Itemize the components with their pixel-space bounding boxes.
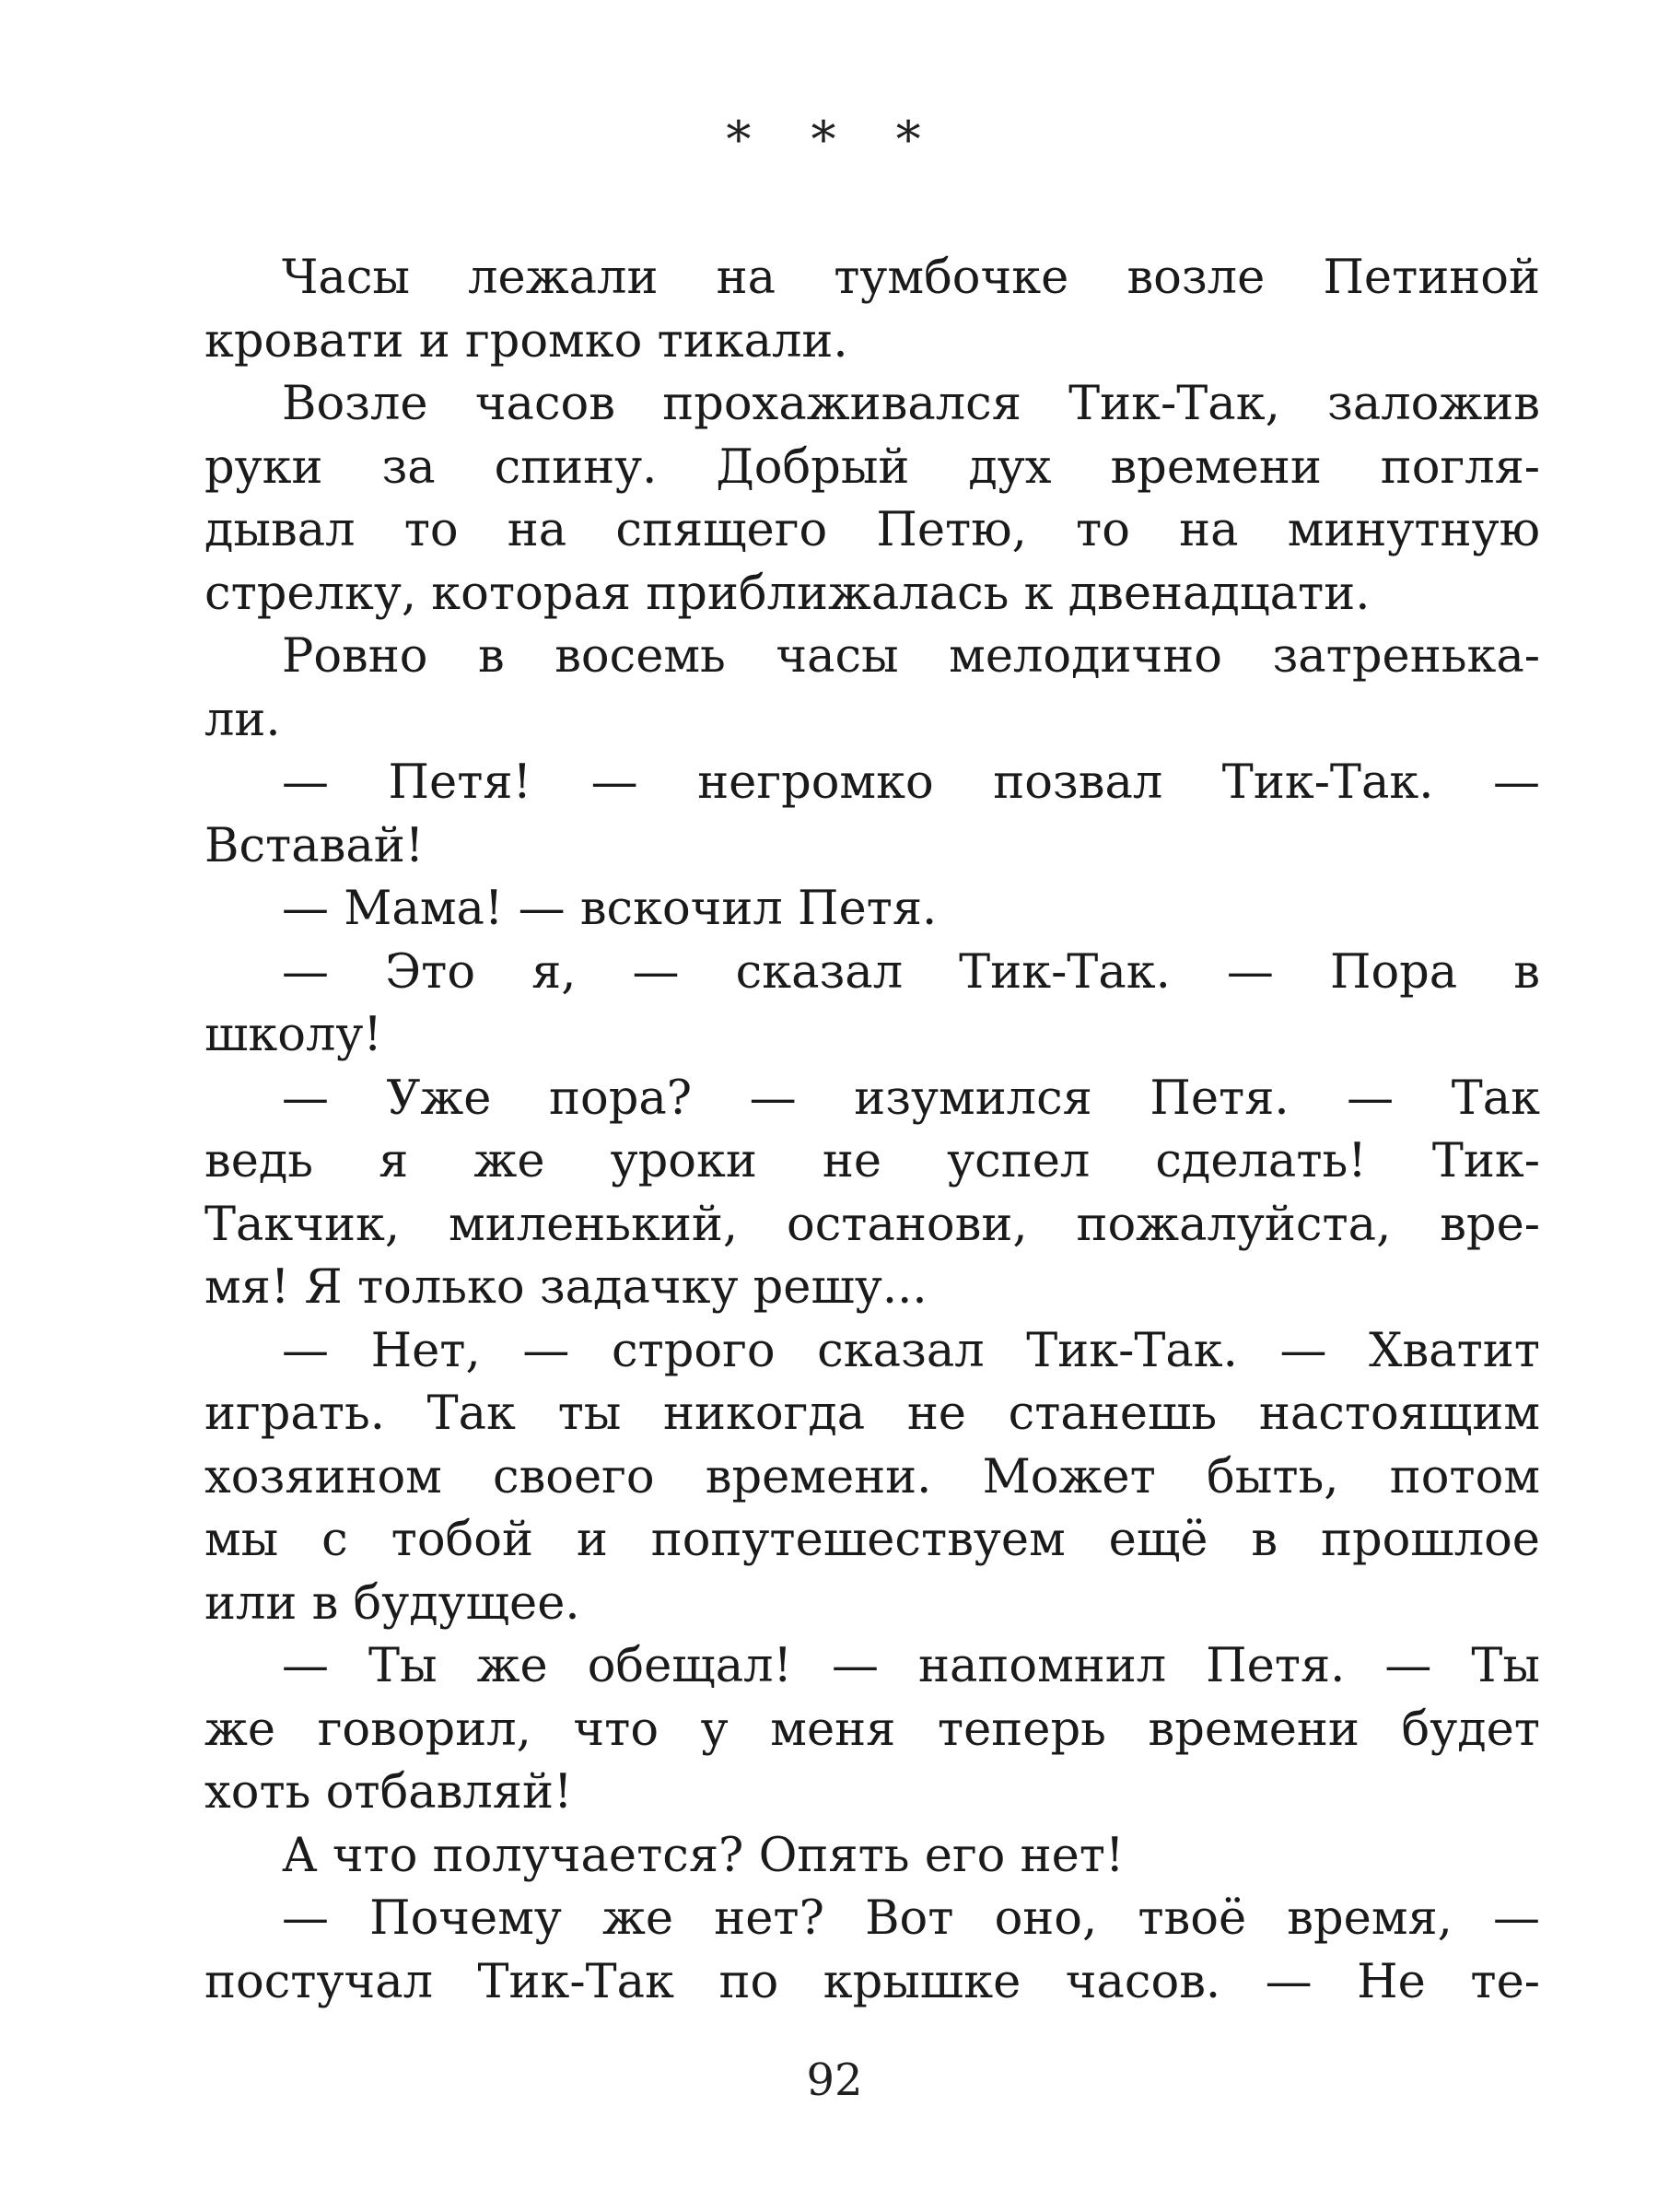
text-line: же говорил, что у меня теперь времени будет [204, 1702, 1540, 1757]
text-line: кровати и громко тикали. [204, 313, 848, 369]
text-line: ведь я же уроки не успел сделать! Тик- [204, 1134, 1540, 1188]
text-line: играть. Так ты никогда не станешь настоящим [204, 1387, 1540, 1441]
text-line: — Ты же обещал! — напомнил Петя. — Ты [282, 1639, 1540, 1693]
text-line: дывал то на спящего Петю, то на минутную [204, 503, 1540, 557]
text-line: — Почему же нет? Вот оно, твоё время, — [282, 1891, 1540, 1946]
text-line: Вставай! [204, 818, 425, 873]
text-line: хозяином своего времени. Может быть, потом [204, 1449, 1540, 1504]
text-line: А что получается? Опять его нет! [282, 1828, 1125, 1883]
text-line: или в будущее. [204, 1575, 580, 1631]
text-line: Часы лежали на тумбочке возле Петиной [282, 251, 1540, 305]
text-line: Ровно в восемь часы мелодично затренька- [282, 629, 1540, 684]
text-line: руки за спину. Добрый дух времени погля- [204, 439, 1540, 495]
text-line: — Это я, — сказал Тик-Так. — Пора в [282, 944, 1540, 1000]
text-line: мя! Я только задачку решу... [204, 1260, 928, 1315]
text-line: — Петя! — негромко позвал Тик-Так. — [282, 755, 1540, 810]
text-line: стрелку, которая приближалась к двенадцати. [204, 566, 1371, 621]
text-line: постучал Тик-Так по крышке часов. — Не те- [204, 1954, 1540, 2009]
text-line: Возле часов прохаживался Тик-Так, заложив [282, 377, 1540, 431]
text-line: ли. [204, 692, 281, 747]
text-line: хоть отбавляй! [204, 1765, 573, 1820]
text-line: мы с тобой и попутешествуем ещё в прошлое [204, 1513, 1540, 1567]
text-line: Такчик, миленький, останови, пожалуйста, вре- [204, 1197, 1540, 1252]
text-line: школу! [204, 1008, 382, 1062]
section-separator: * * * [726, 111, 943, 169]
text-line: — Мама! — вскочил Петя. [282, 882, 938, 936]
body-text [204, 247, 1540, 2014]
text-line: — Нет, — строго сказал Тик-Так. — Хватит [282, 1323, 1540, 1378]
text-line: — Уже пора? — изумился Петя. — Так [282, 1071, 1540, 1126]
page-number: 92 [806, 2054, 863, 2106]
